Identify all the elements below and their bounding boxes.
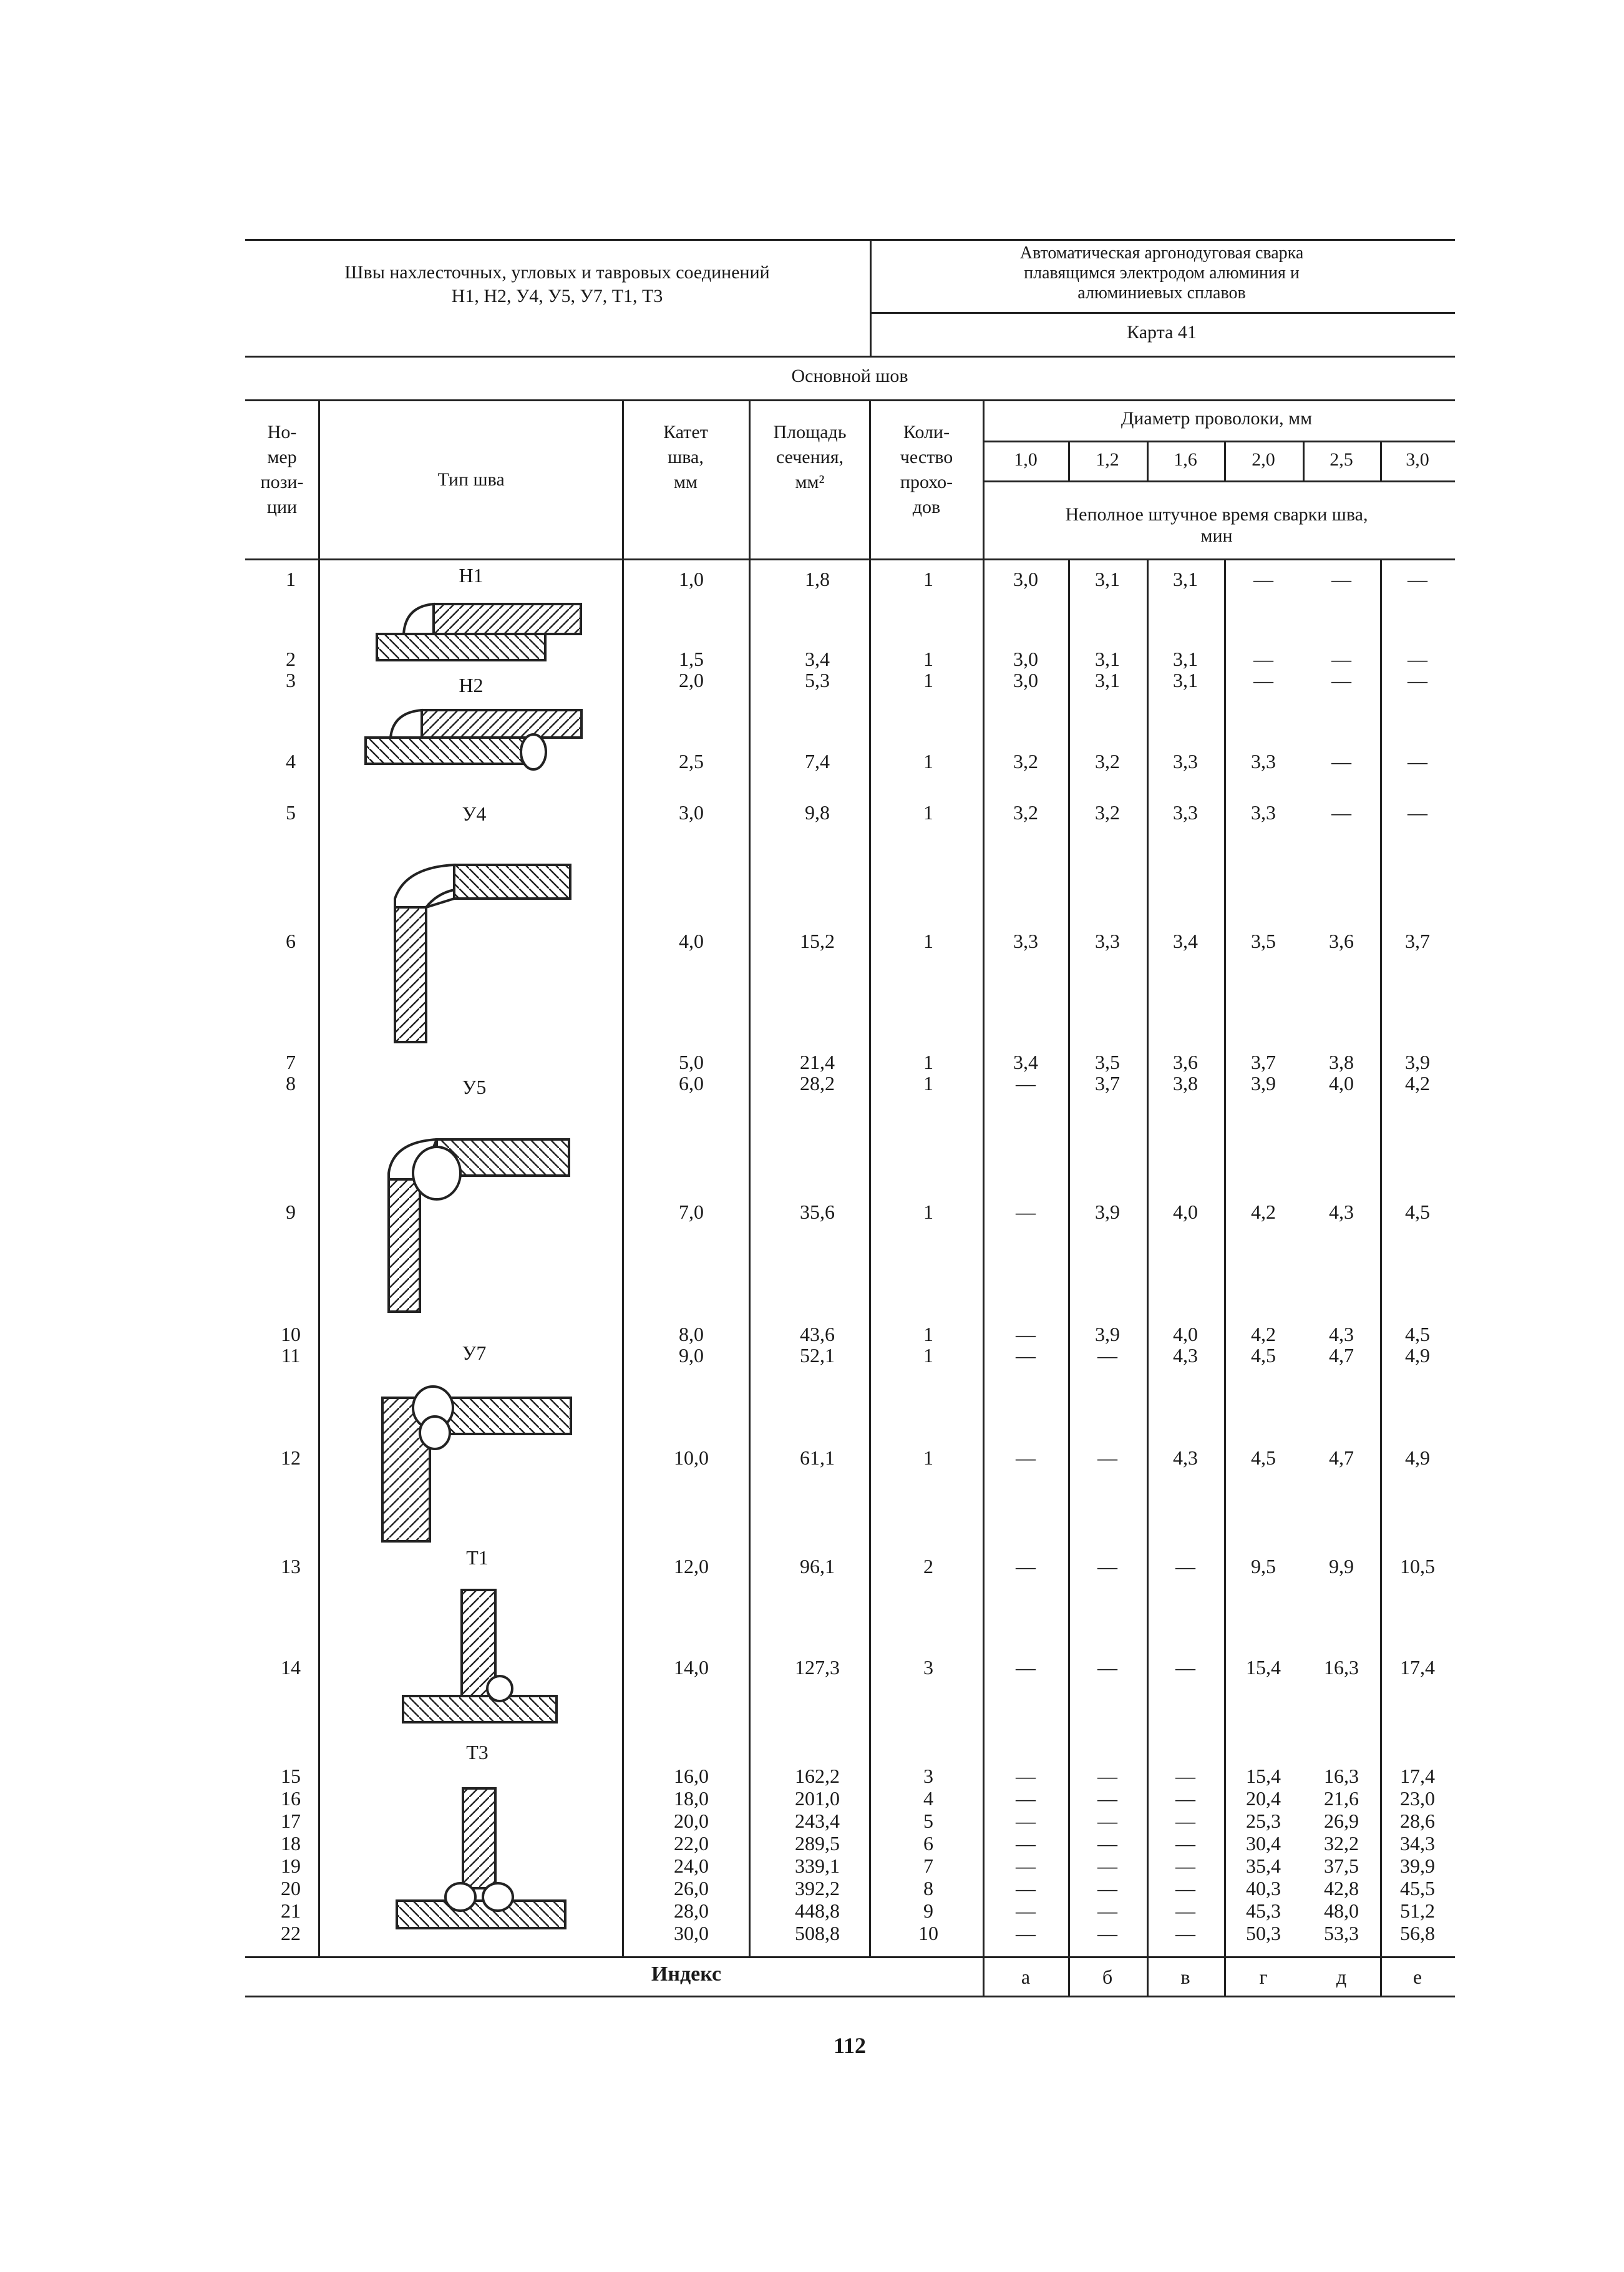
time-cell: —: [1016, 1072, 1036, 1095]
time-cell: —: [1016, 1787, 1036, 1810]
time-cell: 3,3: [1173, 801, 1198, 824]
time-cell: 3,5: [1095, 1051, 1120, 1073]
col-position-h3: пози-: [260, 472, 304, 492]
time-cell: —: [1016, 1832, 1036, 1855]
leg-cell: 4,0: [679, 930, 704, 952]
leg-cell: 18,0: [674, 1787, 709, 1810]
passes-cell: 1: [923, 1072, 933, 1095]
col-leg-h3: мм: [674, 472, 698, 492]
time-cell: —: [1097, 1832, 1117, 1855]
weld-type-h2: Н2: [459, 674, 484, 696]
passes-cell: 1: [923, 1323, 933, 1345]
index-letter-a: а: [1021, 1966, 1031, 1988]
area-cell: 1,8: [805, 568, 830, 590]
area-cell: 96,1: [800, 1555, 835, 1577]
area-cell: 289,5: [795, 1832, 840, 1855]
u5-sketch: [389, 1139, 569, 1312]
time-cell: —: [1097, 1787, 1117, 1810]
passes-cell: 6: [923, 1832, 933, 1855]
time-cell: 9,9: [1329, 1555, 1354, 1577]
passes-cell: 1: [923, 1344, 933, 1367]
passes-cell: 3: [923, 1765, 933, 1787]
diameter-2: 1,2: [1096, 449, 1119, 470]
col-passes-h1: Коли-: [903, 422, 950, 442]
col-position-h2: мер: [267, 447, 297, 467]
leg-cell: 10,0: [674, 1446, 709, 1469]
time-cell: 3,2: [1095, 801, 1120, 824]
leg-cell: 14,0: [674, 1656, 709, 1679]
position-cell: 20: [281, 1877, 301, 1899]
position-cell: 4: [286, 750, 296, 773]
time-cell: —: [1175, 1877, 1195, 1899]
time-cell: 51,2: [1400, 1899, 1435, 1922]
col-passes-h2: чество: [900, 447, 953, 467]
leg-cell: 7,0: [679, 1201, 704, 1223]
leg-cell: 1,0: [679, 568, 704, 590]
time-cell: 56,8: [1400, 1922, 1435, 1944]
time-cell: 3,1: [1173, 648, 1198, 670]
index-letter-b: б: [1102, 1966, 1113, 1988]
time-cell: —: [1331, 669, 1351, 691]
table-title-line1: Швы нахлесточных, угловых и тавровых соединений: [344, 262, 770, 283]
t1-sketch: [403, 1590, 557, 1722]
time-cell: —: [1408, 801, 1427, 824]
leg-cell: 24,0: [674, 1855, 709, 1877]
area-cell: 28,2: [800, 1072, 835, 1095]
time-cell: 42,8: [1324, 1877, 1359, 1899]
leg-cell: 26,0: [674, 1877, 709, 1899]
time-cell: —: [1097, 1446, 1117, 1469]
time-cell: 3,9: [1095, 1323, 1120, 1345]
time-cell: 3,2: [1095, 750, 1120, 773]
time-cell: 50,3: [1246, 1922, 1281, 1944]
position-cell: 8: [286, 1072, 296, 1095]
time-cell: 4,5: [1405, 1323, 1430, 1345]
time-cell: 3,1: [1095, 669, 1120, 691]
time-cell: 28,6: [1400, 1810, 1435, 1832]
time-cell: —: [1016, 1877, 1036, 1899]
leg-cell: 12,0: [674, 1555, 709, 1577]
time-cell: 48,0: [1324, 1899, 1359, 1922]
time-cell: —: [1175, 1899, 1195, 1922]
position-cell: 22: [281, 1922, 301, 1944]
time-cell: —: [1016, 1201, 1036, 1223]
time-cell: 4,0: [1173, 1323, 1198, 1345]
time-cell: 3,7: [1095, 1072, 1120, 1095]
time-cell: —: [1408, 750, 1427, 773]
time-cell: —: [1097, 1656, 1117, 1679]
time-cell: —: [1016, 1344, 1036, 1367]
col-area-h1: Площадь: [773, 422, 847, 442]
index-label: Индекс: [651, 1962, 722, 1986]
time-cell: —: [1175, 1922, 1195, 1944]
time-cell: —: [1331, 750, 1351, 773]
time-cell: 3,1: [1173, 568, 1198, 590]
time-cell: 53,3: [1324, 1922, 1359, 1944]
time-cell: 16,3: [1324, 1656, 1359, 1679]
position-cell: 13: [281, 1555, 301, 1577]
time-cell: 39,9: [1400, 1855, 1435, 1877]
time-cell: 3,8: [1173, 1072, 1198, 1095]
time-cell: —: [1331, 568, 1351, 590]
diameter-5: 2,5: [1330, 449, 1353, 470]
area-cell: 7,4: [805, 750, 830, 773]
time-cell: 16,3: [1324, 1765, 1359, 1787]
time-cell: 3,9: [1405, 1051, 1430, 1073]
diameter-title: Диаметр проволоки, мм: [1121, 408, 1313, 429]
area-cell: 162,2: [795, 1765, 840, 1787]
time-cell: 17,4: [1400, 1656, 1435, 1679]
time-cell: 3,3: [1251, 801, 1276, 824]
passes-cell: 3: [923, 1656, 933, 1679]
time-cell: 3,3: [1095, 930, 1120, 952]
time-cell: —: [1175, 1656, 1195, 1679]
time-cell: 37,5: [1324, 1855, 1359, 1877]
time-cell: 9,5: [1251, 1555, 1276, 1577]
time-cell: 3,4: [1173, 930, 1198, 952]
time-cell: 3,9: [1251, 1072, 1276, 1095]
time-cell: 4,3: [1329, 1323, 1354, 1345]
area-cell: 61,1: [800, 1446, 835, 1469]
time-cell: 4,3: [1173, 1446, 1198, 1469]
passes-cell: 1: [923, 648, 933, 670]
time-cell: 4,0: [1329, 1072, 1354, 1095]
time-note-line1: Неполное штучное время сварки шва,: [1065, 504, 1368, 525]
time-cell: 3,0: [1013, 648, 1038, 670]
time-cell: 10,5: [1400, 1555, 1435, 1577]
position-cell: 10: [281, 1323, 301, 1345]
position-cell: 5: [286, 801, 296, 824]
time-cell: —: [1408, 669, 1427, 691]
col-leg-h1: Катет: [663, 422, 708, 442]
weld-type-t1: Т1: [466, 1546, 489, 1569]
leg-cell: 16,0: [674, 1765, 709, 1787]
h2-sketch: [366, 710, 581, 769]
col-passes-h3: прохо-: [900, 472, 953, 492]
time-cell: —: [1175, 1855, 1195, 1877]
time-cell: 3,1: [1095, 568, 1120, 590]
time-cell: 3,2: [1013, 801, 1038, 824]
time-cell: —: [1253, 669, 1273, 691]
passes-cell: 1: [923, 1201, 933, 1223]
index-letter-v: в: [1180, 1966, 1190, 1988]
table-title-line2: Н1, Н2, У4, У5, У7, Т1, Т3: [451, 286, 663, 306]
index-letter-g: г: [1259, 1966, 1268, 1988]
time-cell: —: [1097, 1877, 1117, 1899]
area-cell: 243,4: [795, 1810, 840, 1832]
time-cell: 4,3: [1173, 1344, 1198, 1367]
area-cell: 3,4: [805, 648, 830, 670]
time-cell: 4,7: [1329, 1446, 1354, 1469]
diameter-6: 3,0: [1406, 449, 1429, 470]
card-number: Карта 41: [1127, 322, 1197, 343]
leg-cell: 28,0: [674, 1899, 709, 1922]
leg-cell: 2,0: [679, 669, 704, 691]
time-cell: 4,2: [1251, 1201, 1276, 1223]
time-cell: 4,3: [1329, 1201, 1354, 1223]
time-cell: 40,3: [1246, 1877, 1281, 1899]
time-cell: —: [1097, 1344, 1117, 1367]
weld-type-t3: Т3: [466, 1741, 489, 1763]
process-line2: плавящимся электродом алюминия и: [1024, 263, 1300, 283]
area-cell: 35,6: [800, 1201, 835, 1223]
passes-cell: 7: [923, 1855, 933, 1877]
time-cell: 4,0: [1173, 1201, 1198, 1223]
time-cell: 45,5: [1400, 1877, 1435, 1899]
leg-cell: 30,0: [674, 1922, 709, 1944]
area-cell: 339,1: [795, 1855, 840, 1877]
time-note-line2: мин: [1200, 525, 1233, 546]
passes-cell: 1: [923, 1446, 933, 1469]
time-cell: 3,9: [1095, 1201, 1120, 1223]
index-letter-e: е: [1412, 1966, 1422, 1988]
col-position-h4: ции: [266, 497, 298, 517]
process-line1: Автоматическая аргонодуговая сварка: [1019, 243, 1304, 263]
time-cell: —: [1016, 1899, 1036, 1922]
time-cell: 3,8: [1329, 1051, 1354, 1073]
col-type-header: Тип шва: [437, 469, 505, 490]
position-cell: 6: [286, 930, 296, 952]
position-cell: 17: [281, 1810, 301, 1832]
time-cell: 21,6: [1324, 1787, 1359, 1810]
time-cell: —: [1097, 1855, 1117, 1877]
time-cell: —: [1408, 648, 1427, 670]
passes-cell: 1: [923, 750, 933, 773]
time-cell: —: [1175, 1555, 1195, 1577]
time-cell: 4,5: [1405, 1201, 1430, 1223]
position-cell: 21: [281, 1899, 301, 1922]
time-cell: 20,4: [1246, 1787, 1281, 1810]
u7-sketch: [382, 1387, 571, 1541]
time-cell: —: [1175, 1765, 1195, 1787]
time-cell: —: [1097, 1555, 1117, 1577]
diameter-3: 1,6: [1174, 449, 1197, 470]
weld-type-u7: У7: [462, 1342, 487, 1364]
time-cell: 15,4: [1246, 1656, 1281, 1679]
section-title: Основной шов: [791, 366, 908, 386]
time-cell: —: [1331, 801, 1351, 824]
area-cell: 508,8: [795, 1922, 840, 1944]
passes-cell: 5: [923, 1810, 933, 1832]
h1-sketch: [377, 604, 581, 660]
passes-cell: 4: [923, 1787, 933, 1810]
time-cell: —: [1016, 1922, 1036, 1944]
time-cell: 34,3: [1400, 1832, 1435, 1855]
time-cell: —: [1097, 1810, 1117, 1832]
time-cell: 23,0: [1400, 1787, 1435, 1810]
time-cell: 3,6: [1173, 1051, 1198, 1073]
area-cell: 43,6: [800, 1323, 835, 1345]
time-cell: 3,3: [1251, 750, 1276, 773]
time-cell: —: [1097, 1922, 1117, 1944]
time-cell: 30,4: [1246, 1832, 1281, 1855]
area-cell: 392,2: [795, 1877, 840, 1899]
time-cell: —: [1175, 1787, 1195, 1810]
time-cell: 25,3: [1246, 1810, 1281, 1832]
leg-cell: 2,5: [679, 750, 704, 773]
passes-cell: 1: [923, 930, 933, 952]
passes-cell: 10: [918, 1922, 938, 1944]
t3-sketch: [397, 1788, 565, 1928]
time-cell: 4,9: [1405, 1344, 1430, 1367]
time-cell: 4,7: [1329, 1344, 1354, 1367]
time-cell: —: [1175, 1810, 1195, 1832]
time-cell: —: [1016, 1855, 1036, 1877]
time-cell: 3,2: [1013, 750, 1038, 773]
time-cell: 15,4: [1246, 1765, 1281, 1787]
col-area-h2: сечения,: [776, 447, 844, 467]
page-number: 112: [833, 2033, 867, 2058]
leg-cell: 3,0: [679, 801, 704, 824]
time-cell: 4,5: [1251, 1446, 1276, 1469]
time-cell: —: [1016, 1446, 1036, 1469]
time-cell: 3,0: [1013, 568, 1038, 590]
area-cell: 448,8: [795, 1899, 840, 1922]
position-cell: 15: [281, 1765, 301, 1787]
time-cell: 3,4: [1013, 1051, 1038, 1073]
process-line3: алюминиевых сплавов: [1077, 283, 1246, 303]
leg-cell: 22,0: [674, 1832, 709, 1855]
time-cell: 4,2: [1405, 1072, 1430, 1095]
position-cell: 18: [281, 1832, 301, 1855]
passes-cell: 1: [923, 1051, 933, 1073]
position-cell: 7: [286, 1051, 296, 1073]
time-cell: —: [1253, 648, 1273, 670]
diameter-4: 2,0: [1252, 449, 1275, 470]
time-cell: 3,3: [1173, 750, 1198, 773]
time-cell: 4,9: [1405, 1446, 1430, 1469]
weld-type-h1: Н1: [459, 564, 484, 587]
passes-cell: 9: [923, 1899, 933, 1922]
area-cell: 201,0: [795, 1787, 840, 1810]
time-cell: 17,4: [1400, 1765, 1435, 1787]
leg-cell: 9,0: [679, 1344, 704, 1367]
time-cell: 45,3: [1246, 1899, 1281, 1922]
leg-cell: 5,0: [679, 1051, 704, 1073]
time-cell: 4,5: [1251, 1344, 1276, 1367]
passes-cell: 1: [923, 669, 933, 691]
area-cell: 15,2: [800, 930, 835, 952]
passes-cell: 8: [923, 1877, 933, 1899]
position-cell: 3: [286, 669, 296, 691]
position-cell: 16: [281, 1787, 301, 1810]
time-cell: 3,6: [1329, 930, 1354, 952]
time-cell: —: [1016, 1765, 1036, 1787]
area-cell: 52,1: [800, 1344, 835, 1367]
time-cell: —: [1097, 1899, 1117, 1922]
leg-cell: 1,5: [679, 648, 704, 670]
area-cell: 5,3: [805, 669, 830, 691]
passes-cell: 1: [923, 568, 933, 590]
col-position-h1: Но-: [267, 422, 297, 442]
time-cell: —: [1175, 1832, 1195, 1855]
col-area-h3: мм²: [795, 472, 825, 492]
leg-cell: 20,0: [674, 1810, 709, 1832]
passes-cell: 1: [923, 801, 933, 824]
time-cell: 32,2: [1324, 1832, 1359, 1855]
time-cell: —: [1408, 568, 1427, 590]
leg-cell: 6,0: [679, 1072, 704, 1095]
col-passes-h4: дов: [912, 497, 941, 517]
time-cell: 3,1: [1095, 648, 1120, 670]
weld-type-u4: У4: [462, 802, 487, 825]
time-cell: 35,4: [1246, 1855, 1281, 1877]
time-cell: 3,7: [1405, 930, 1430, 952]
diameter-1: 1,0: [1014, 449, 1038, 470]
time-cell: 3,3: [1013, 930, 1038, 952]
position-cell: 9: [286, 1201, 296, 1223]
weld-type-u5: У5: [462, 1076, 487, 1098]
time-cell: —: [1331, 648, 1351, 670]
position-cell: 2: [286, 648, 296, 670]
area-cell: 127,3: [795, 1656, 840, 1679]
area-cell: 21,4: [800, 1051, 835, 1073]
position-cell: 11: [281, 1344, 301, 1367]
passes-cell: 2: [923, 1555, 933, 1577]
u4-sketch: [395, 865, 570, 1042]
index-letter-d: д: [1336, 1966, 1347, 1988]
time-cell: —: [1016, 1555, 1036, 1577]
position-cell: 14: [281, 1656, 301, 1679]
time-cell: —: [1016, 1810, 1036, 1832]
position-cell: 19: [281, 1855, 301, 1877]
time-cell: —: [1097, 1765, 1117, 1787]
time-cell: —: [1253, 568, 1273, 590]
time-cell: 26,9: [1324, 1810, 1359, 1832]
time-cell: —: [1016, 1323, 1036, 1345]
time-cell: 4,2: [1251, 1323, 1276, 1345]
leg-cell: 8,0: [679, 1323, 704, 1345]
time-cell: —: [1016, 1656, 1036, 1679]
time-cell: 3,0: [1013, 669, 1038, 691]
time-cell: 3,7: [1251, 1051, 1276, 1073]
position-cell: 12: [281, 1446, 301, 1469]
time-cell: 3,5: [1251, 930, 1276, 952]
col-leg-h2: шва,: [668, 447, 704, 467]
time-cell: 3,1: [1173, 669, 1198, 691]
area-cell: 9,8: [805, 801, 830, 824]
position-cell: 1: [286, 568, 296, 590]
